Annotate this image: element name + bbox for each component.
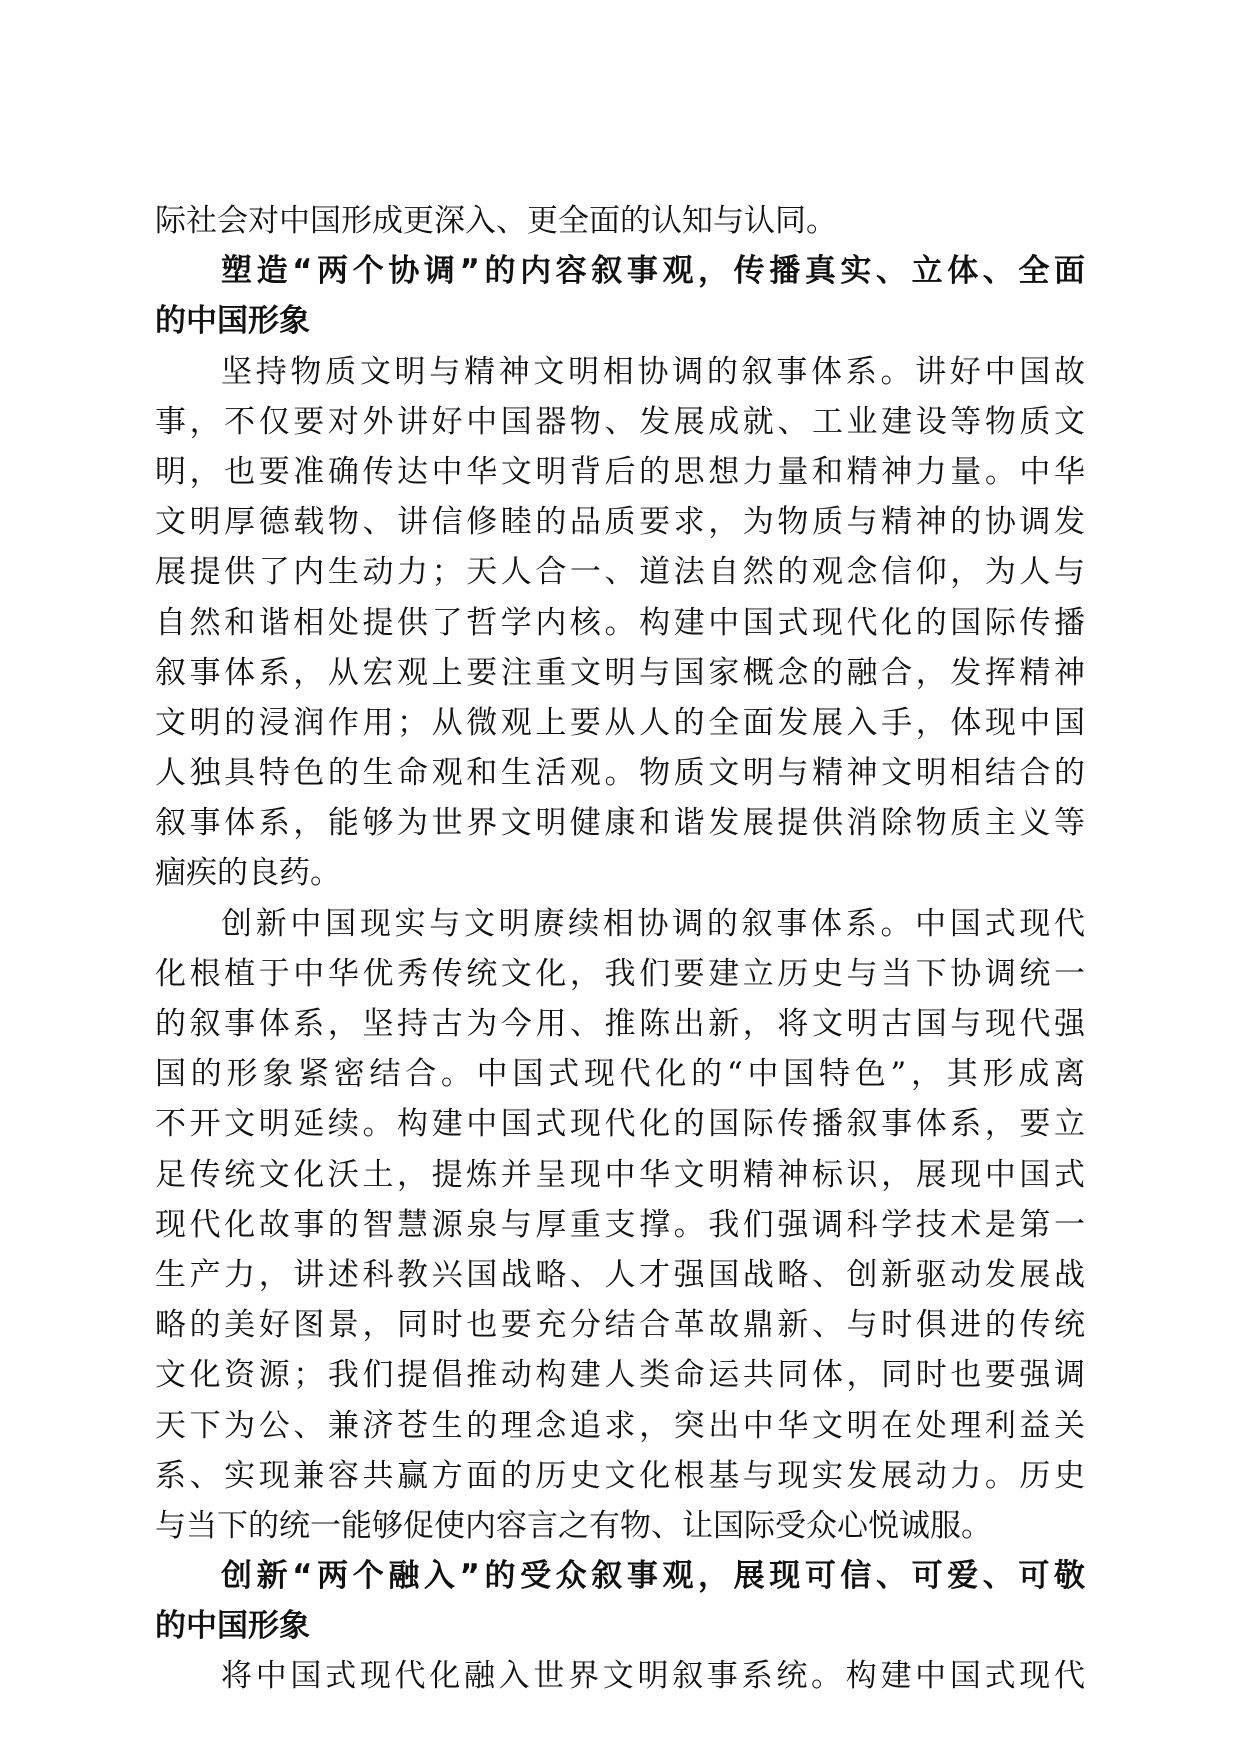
heading-line: 的中国形象	[155, 303, 310, 340]
text-line: 现代化故事的智慧源泉与厚重支撑。我们强调科学技术是第一	[155, 1206, 1085, 1243]
text-line: 的叙事体系，坚持古为今用、推陈出新，将文明古国与现代强	[155, 1006, 1085, 1042]
text-line: 际社会对中国形成更深入、更全面的认知与认同。	[155, 203, 837, 239]
text-line: 将中国式现代化融入世界文明叙事系统。构建中国式现代	[221, 1658, 1085, 1695]
text-line: 叙事体系，从宏观上要注重文明与国家概念的融合，发挥精神	[155, 654, 1085, 691]
paragraph	[155, 1651, 1085, 1701]
text-line: 坚持物质文明与精神文明相协调的叙事体系。讲好中国故	[221, 353, 1085, 390]
section-heading-1	[155, 246, 1085, 346]
text-line: 文明的浸润作用；从微观上要从人的全面发展入手，体现中国	[155, 704, 1085, 741]
heading-line: 创新“两个融入”的受众叙事观，展现可信、可爱、可敬	[221, 1558, 1085, 1595]
section-heading-2	[155, 1551, 1085, 1651]
text-line: 叙事体系，能够为世界文明健康和谐发展提供消除物质主义等	[155, 805, 1085, 842]
text-line: 事，不仅要对外讲好中国器物、发展成就、工业建设等物质文	[155, 403, 1085, 440]
heading-line: 的中国形象	[155, 1608, 310, 1645]
text-line: 不开文明延续。构建中国式现代化的国际传播叙事体系，要立	[155, 1106, 1085, 1143]
text-line: 生产力，讲述科教兴国战略、人才强国战略、创新驱动发展战	[155, 1256, 1085, 1293]
text-line: 国的形象紧密结合。中国式现代化的“中国特色”，其形成离	[155, 1056, 1085, 1093]
document-body	[155, 196, 1085, 1702]
text-line: 痼疾的良药。	[155, 855, 341, 892]
text-line: 与当下的统一能够促使内容言之有物、让国际受众心悦诚服。	[155, 1507, 992, 1544]
text-line: 化根植于中华优秀传统文化，我们要建立历史与当下协调统一	[155, 955, 1085, 992]
text-line: 自然和谐相处提供了哲学内核。构建中国式现代化的国际传播	[155, 604, 1085, 641]
text-line: 人独具特色的生命观和生活观。物质文明与精神文明相结合的	[155, 755, 1085, 792]
text-line: 创新中国现实与文明赓续相协调的叙事体系。中国式现代	[221, 905, 1085, 942]
heading-line: 塑造“两个协调”的内容叙事观，传播真实、立体、全面	[221, 253, 1085, 290]
continuation-paragraph	[155, 196, 1085, 246]
text-line: 系、实现兼容共赢方面的历史文化根基与现实发展动力。历史	[155, 1457, 1085, 1494]
paragraph	[155, 899, 1085, 1551]
text-line: 足传统文化沃土，提炼并呈现中华文明精神标识，展现中国式	[155, 1156, 1085, 1193]
text-line: 文明厚德载物、讲信修睦的品质要求，为物质与精神的协调发	[155, 504, 1085, 541]
text-line: 文化资源；我们提倡推动构建人类命运共同体，同时也要强调	[155, 1357, 1085, 1394]
text-line: 天下为公、兼济苍生的理念追求，突出中华文明在处理利益关	[155, 1407, 1085, 1444]
text-line: 明，也要准确传达中华文明背后的思想力量和精神力量。中华	[155, 453, 1085, 490]
paragraph	[155, 347, 1085, 899]
text-line: 展提供了内生动力；天人合一、道法自然的观念信仰，为人与	[155, 554, 1085, 591]
text-line: 略的美好图景，同时也要充分结合革故鼎新、与时俱进的传统	[155, 1307, 1085, 1344]
